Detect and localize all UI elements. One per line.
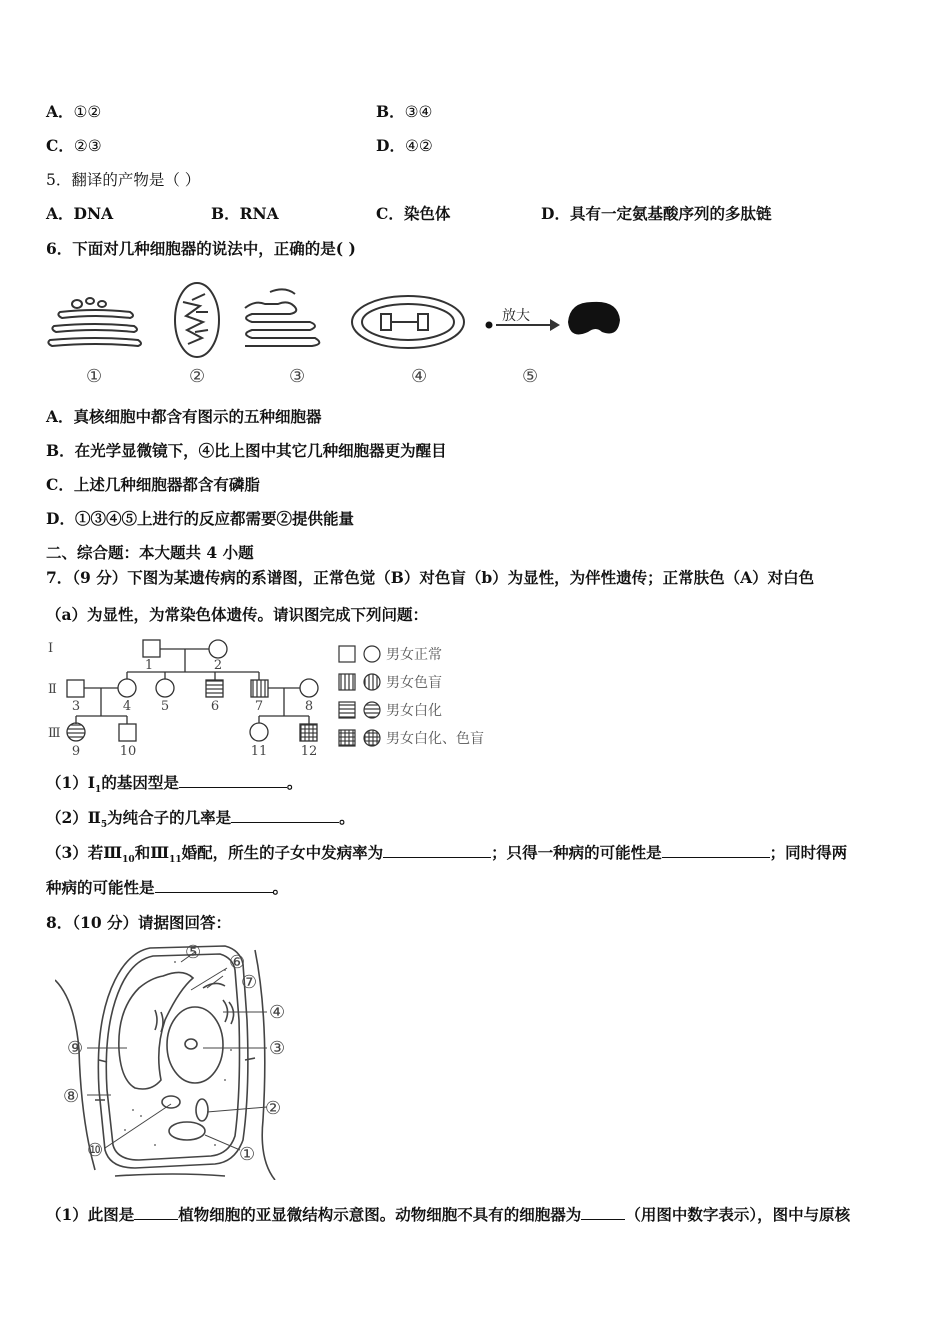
- organelle-figure: [40, 282, 640, 392]
- q5-option-a[interactable]: A．DNA: [46, 204, 114, 223]
- option-text: ②③: [73, 137, 102, 155]
- individual-number: 3: [71, 699, 81, 714]
- q7-stem-line2: （a）为显性，为常染色体遗传。请识图完成下列问题：: [46, 605, 429, 624]
- q5-stem: 5．翻译的产物是（ ）: [46, 171, 201, 189]
- legend-normal: 男女正常: [386, 647, 442, 663]
- q6-option-a[interactable]: A．真核细胞中都含有图示的五种细胞器: [46, 407, 322, 426]
- individual-number: 8: [304, 699, 314, 714]
- text: 种病的可能性是: [46, 878, 155, 897]
- q4-option-c[interactable]: [46, 135, 102, 157]
- q6-option-d[interactable]: D．①③④⑤上进行的反应都需要②提供能量: [46, 509, 354, 528]
- cell-label-10: ⑩: [87, 1140, 104, 1161]
- cell-label-2: ②: [265, 1098, 282, 1119]
- q5-option-d[interactable]: D．具有一定氨基酸序列的多肽链: [541, 204, 772, 223]
- option-key: A．: [46, 102, 74, 121]
- legend-albino: 男女白化: [386, 703, 442, 719]
- endoplasmic-reticulum-drawing: [245, 289, 319, 346]
- option-text: ④②: [404, 137, 433, 155]
- q4-option-d[interactable]: [376, 135, 433, 157]
- text: 。: [339, 808, 355, 827]
- individual-number: 12: [300, 744, 318, 759]
- individual-number: 10: [119, 744, 137, 759]
- answer-blank[interactable]: [179, 773, 287, 788]
- text: 的基因型是: [101, 773, 179, 792]
- generation-label-2: Ⅱ: [48, 682, 57, 697]
- text: 。: [272, 878, 289, 897]
- legend-albino-colorblind: 男女白化、色盲: [386, 731, 484, 747]
- text: 为纯合子的几率是: [107, 808, 232, 827]
- q5-option-b[interactable]: B．RNA: [211, 204, 279, 223]
- cell-label-8: ⑧: [63, 1086, 80, 1107]
- chloroplast-drawing: [352, 296, 464, 348]
- q8-sub1: [46, 1204, 850, 1226]
- answer-blank[interactable]: [134, 1205, 178, 1220]
- individual-number: 9: [71, 744, 81, 759]
- individual-number: 7: [254, 699, 264, 714]
- option-text: ①②: [73, 103, 102, 121]
- figure-label-2: ②: [189, 366, 206, 387]
- text: 和Ⅲ: [134, 843, 170, 862]
- cell-label-3: ③: [269, 1038, 286, 1059]
- cell-label-7: ⑦: [241, 972, 258, 993]
- generation-label-3: Ⅲ: [48, 726, 61, 741]
- text: 婚配，所生的子女中发病率为: [181, 843, 384, 862]
- text: （1）Ⅰ: [46, 773, 96, 792]
- section-2-title: 二、综合题：本大题共 4 小题: [46, 543, 254, 562]
- q5-option-c[interactable]: C．染色体: [376, 204, 451, 223]
- subscript: 5: [100, 820, 108, 831]
- cell-label-6: ⑥: [229, 952, 246, 973]
- q4-option-b[interactable]: [376, 101, 432, 123]
- q7-stem-line1: 7．（9 分）下图为某遗传病的系谱图，正常色觉（B）对色盲（b）为显性，为伴性遗传；正常肤色（A）对白色: [46, 568, 815, 587]
- q4-option-a[interactable]: [46, 101, 101, 123]
- subscript: 1: [95, 785, 102, 796]
- golgi-apparatus-drawing: [48, 298, 141, 346]
- individual-number: 1: [144, 658, 154, 673]
- individual-number: 11: [250, 744, 268, 759]
- q7-sub3-line2: [46, 877, 288, 899]
- q7-sub2: [46, 807, 355, 836]
- q7-sub1: [46, 772, 302, 801]
- q6-stem: 6．下面对几种细胞器的说法中，正确的是( ): [46, 239, 356, 258]
- individual-number: 6: [210, 699, 220, 714]
- cell-label-5: ⑤: [185, 942, 202, 963]
- figure-label-5: ⑤: [522, 366, 539, 387]
- cell-label-9: ⑨: [67, 1038, 84, 1059]
- answer-blank[interactable]: [155, 878, 273, 893]
- text: （2）Ⅱ: [46, 808, 101, 827]
- text: （1）此图是: [46, 1205, 135, 1224]
- answer-blank[interactable]: [662, 843, 770, 858]
- text: 。: [286, 773, 303, 792]
- q8-stem: 8．（10 分）请据图回答：: [46, 913, 232, 932]
- pedigree-chart: [40, 632, 510, 762]
- individual-number: 5: [160, 699, 170, 714]
- figure-label-1: ①: [86, 366, 103, 387]
- answer-blank[interactable]: [231, 808, 339, 823]
- subscript: 11: [169, 855, 182, 866]
- individual-number: 2: [213, 658, 223, 673]
- option-key: D．: [376, 136, 405, 155]
- ribosome-drawing: [486, 302, 621, 335]
- text: 植物细胞的亚显微结构示意图。动物细胞不具有的细胞器为: [178, 1205, 582, 1224]
- text: ；只得一种病的可能性是: [491, 843, 662, 862]
- q7-sub3: [46, 842, 847, 871]
- answer-blank[interactable]: [581, 1205, 625, 1220]
- enlarge-label: 放大: [502, 308, 530, 324]
- option-key: B．: [376, 102, 405, 121]
- text: ；同时得两: [769, 843, 848, 862]
- cell-label-1: ①: [239, 1144, 256, 1165]
- subscript: 10: [122, 855, 135, 866]
- text: （用图中数字表示），图中与原核: [625, 1205, 851, 1224]
- q6-option-b[interactable]: B．在光学显微镜下，④比上图中其它几种细胞器更为醒目: [46, 441, 447, 460]
- figure-label-4: ④: [411, 366, 428, 387]
- text: （3）若Ⅲ: [46, 843, 123, 862]
- figure-label-3: ③: [289, 366, 306, 387]
- answer-blank[interactable]: [383, 843, 491, 858]
- mitochondrion-drawing: [175, 283, 219, 357]
- legend-colorblind: 男女色盲: [386, 675, 442, 691]
- option-key: C．: [46, 136, 74, 155]
- cell-label-4: ④: [269, 1002, 286, 1023]
- plant-cell-figure: [55, 940, 305, 1180]
- generation-label-1: Ⅰ: [48, 641, 54, 656]
- option-text: ③④: [404, 103, 433, 121]
- q6-option-c[interactable]: C．上述几种细胞器都含有磷脂: [46, 475, 260, 494]
- individual-number: 4: [122, 699, 132, 714]
